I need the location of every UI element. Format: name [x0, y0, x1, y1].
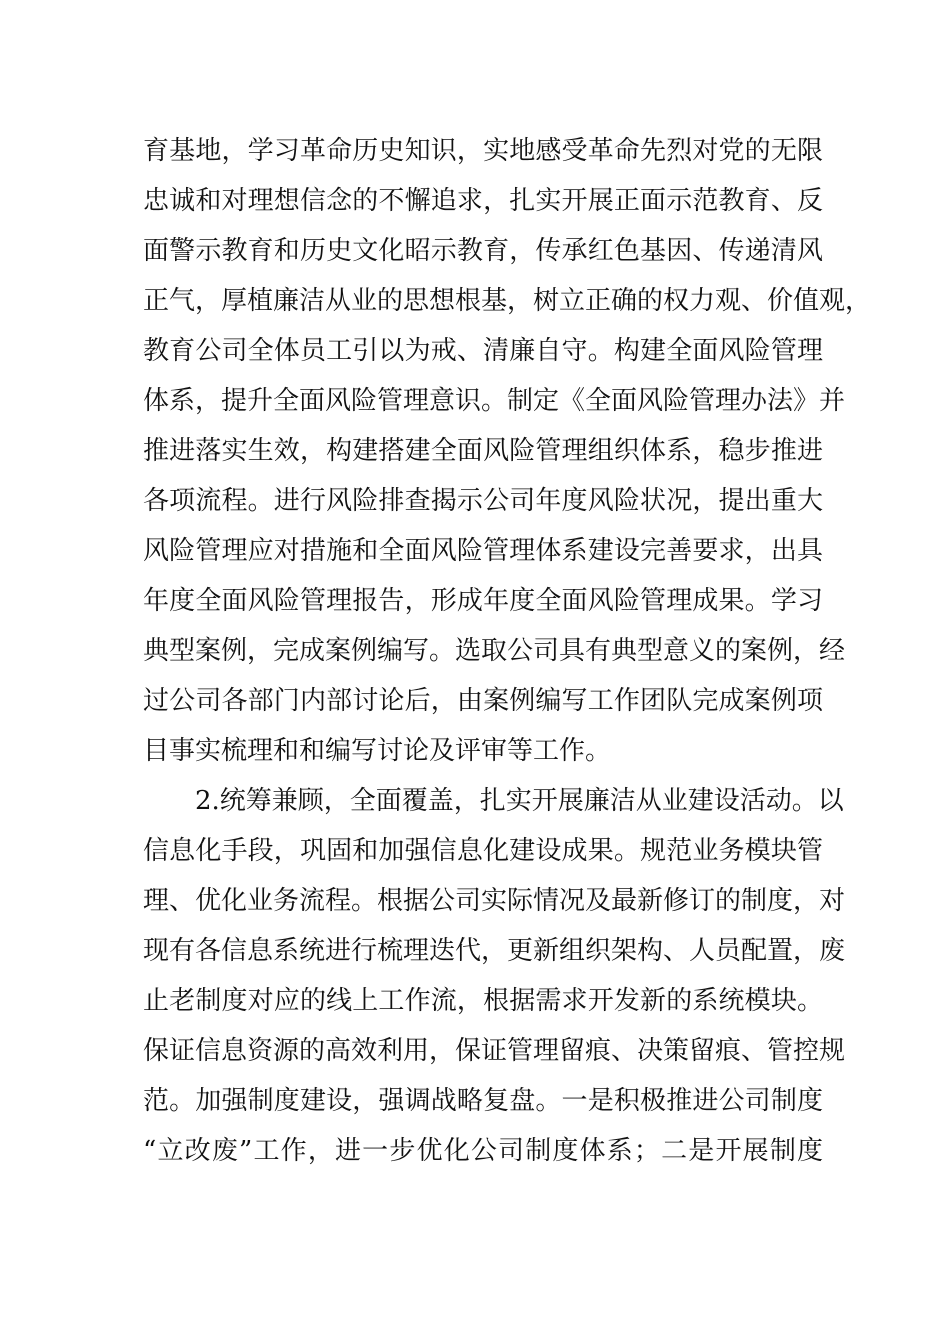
text-line: 体系，提升全面风险管理意识。制定《全面风险管理办法》并: [143, 386, 846, 416]
text-line: 保证信息资源的高效利用，保证管理留痕、决策留痕、管控规: [143, 1036, 846, 1066]
text-line: 育基地，学习革命历史知识，实地感受革命先烈对党的无限: [143, 136, 823, 166]
text-line: 各项流程。进行风险排查揭示公司年度风险状况，提出重大: [143, 486, 823, 516]
paragraph-start-line: 2.统筹兼顾，全面覆盖，扎实开展廉洁从业建设活动。以: [195, 786, 844, 816]
text-line: “立改废”工作，进一步优化公司制度体系；二是开展制度: [143, 1136, 823, 1166]
text-line: 理、优化业务流程。根据公司实际情况及最新修订的制度，对: [143, 886, 846, 916]
text-line: 现有各信息系统进行梳理迭代，更新组织架构、人员配置，废: [143, 936, 846, 966]
text-line: 范。加强制度建设，强调战略复盘。一是积极推进公司制度: [143, 1086, 823, 1116]
text-line: 正气，厚植廉洁从业的思想根基，树立正确的权力观、价值观，: [143, 286, 872, 316]
text-line: 信息化手段，巩固和加强信息化建设成果。规范业务模块管: [143, 836, 823, 866]
text-line: 典型案例，完成案例编写。选取公司具有典型意义的案例，经: [143, 636, 846, 666]
text-line: 教育公司全体员工引以为戒、清廉自守。构建全面风险管理: [143, 336, 823, 366]
body-text: [143, 126, 872, 1176]
text-line: 风险管理应对措施和全面风险管理体系建设完善要求，出具: [143, 536, 823, 566]
text-line: 年度全面风险管理报告，形成年度全面风险管理成果。学习: [143, 586, 823, 616]
text-line: 忠诚和对理想信念的不懈追求，扎实开展正面示范教育、反: [143, 186, 823, 216]
text-line: 过公司各部门内部讨论后，由案例编写工作团队完成案例项: [143, 686, 823, 716]
text-line: 止老制度对应的线上工作流，根据需求开发新的系统模块。: [143, 986, 823, 1016]
paragraph-end-line: 目事实梳理和和编写讨论及评审等工作。: [143, 736, 612, 766]
text-line: 面警示教育和历史文化昭示教育，传承红色基因、传递清风: [143, 236, 823, 266]
text-line: 推进落实生效，构建搭建全面风险管理组织体系，稳步推进: [143, 436, 823, 466]
